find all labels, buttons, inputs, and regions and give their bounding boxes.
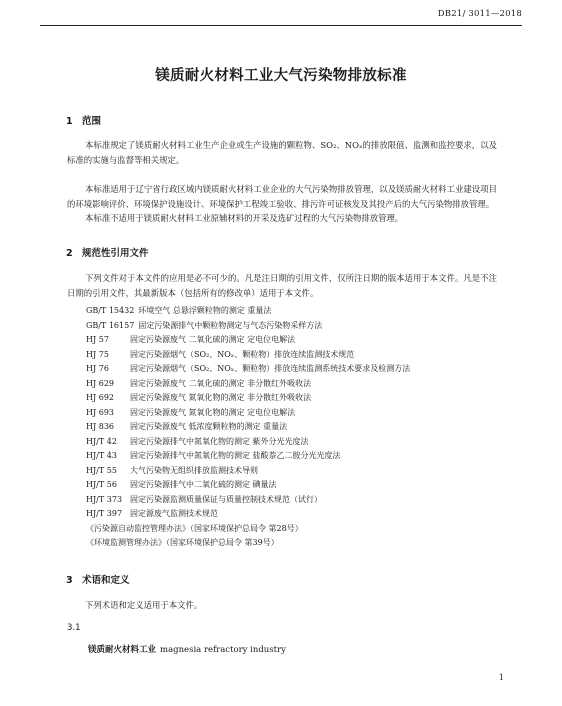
reference-list — [86, 304, 506, 551]
reference-item — [86, 522, 506, 537]
reference-title: 固定污染源排气中颗粒物测定与气态污染物采样方法 — [138, 320, 323, 330]
reference-item — [86, 464, 506, 479]
term-number: 3.1 — [67, 623, 81, 633]
reference-title: 固定污染源废气 氮氧化物的测定 非分散红外吸收法 — [130, 393, 312, 402]
scope-paragraph-1: 本标准规定了镁质耐火材料工业生产企业或生产设施的颗粒物、SO₂、NOₓ的排放限值、监测和监控要求，以及标准的实施与监督等相关规定。 — [67, 140, 497, 165]
section-heading-terms — [66, 572, 130, 586]
reference-code: HJ/T 43 — [86, 451, 117, 460]
reference-item — [86, 377, 506, 392]
reference-title: 固定污染源排气中氮氧化物的测定 紫外分光光度法 — [130, 436, 309, 446]
reference-item — [86, 391, 506, 406]
section-number: 3 — [66, 575, 73, 586]
reference-item — [86, 333, 506, 348]
document-code: DB21/ 3011—2018 — [437, 9, 522, 19]
term-english: magnesia refractory industry — [160, 645, 286, 655]
terms-intro: 下列术语和定义适用于本文件。 — [85, 600, 203, 610]
section-number: 1 — [66, 116, 73, 127]
page-number: 1 — [498, 673, 504, 682]
reference-title: 固定污染源烟气（SO₂、NOₓ、颗粒物）排放连续监测系统技术要求及检测方法 — [130, 364, 411, 373]
document-title: 镁质耐火材料工业大气污染物排放标准 — [155, 68, 407, 84]
reference-item — [86, 362, 506, 377]
reference-code: HJ 76 — [86, 364, 109, 373]
section-heading-scope — [66, 113, 101, 127]
reference-code: HJ 629 — [86, 378, 114, 388]
reference-code: HJ/T 56 — [86, 480, 117, 489]
reference-title: 固定源废气监测技术规范 — [130, 509, 218, 518]
reference-title: 固定污染源排气中二氧化硫的测定 碘量法 — [130, 480, 277, 489]
reference-code: HJ 693 — [86, 407, 114, 417]
header-rule — [40, 25, 522, 26]
reference-item — [86, 420, 506, 435]
section-title: 术语和定义 — [82, 575, 130, 586]
scope-paragraph-3: 本标准不适用于镁质耐火材料工业原辅材料的开采及选矿过程的大气污染物排放管理。 — [85, 213, 404, 223]
references-intro: 下列文件对于本文件的应用是必不可少的。凡是注日期的引用文件，仅所注日期的版本适用于本文件。凡是不注日期的引用文件，其最新版本（包括所有的修改单）适用于本文件。 — [67, 273, 497, 298]
reference-code: GB/T 16157 — [86, 320, 135, 330]
reference-title: 固定污染源废气 二氧化硫的测定 非分散红外吸收法 — [130, 378, 312, 388]
reference-item — [86, 406, 506, 421]
term-entry — [88, 643, 286, 655]
reference-code: HJ/T 397 — [86, 509, 123, 518]
reference-code: HJ 75 — [86, 349, 109, 359]
reference-title: 固定污染源烟气（SO₂、NOₓ、颗粒物）排放连续监测技术规范 — [130, 349, 355, 359]
reference-code: HJ 836 — [86, 422, 114, 431]
reference-title: 固定污染源监测质量保证与质量控制技术规范（试行） — [130, 494, 322, 504]
reference-title: 《环境监测管理办法》（国家环境保护总局令 第39号） — [86, 538, 279, 547]
reference-item — [86, 507, 506, 522]
reference-item — [86, 435, 506, 450]
reference-title: 大气污染物无组织排放监测技术导则 — [130, 465, 258, 475]
reference-item — [86, 493, 506, 508]
reference-item — [86, 348, 506, 363]
reference-title: 固定污染源废气 二氧化硫的测定 定电位电解法 — [130, 335, 296, 344]
scope-paragraph-2: 本标准适用于辽宁省行政区域内镁质耐火材料工业企业的大气污染物排放管理，以及镁质耐火材料工业建设项目的环境影响评价、环境保护设施设计、环境保护工程竣工验收、排污许可证核发及其投产后的大气污染物排放管理。 — [67, 184, 497, 209]
section-title: 规范性引用文件 — [82, 248, 149, 259]
reference-item — [86, 449, 506, 464]
reference-title: 固定污染源排气中氮氧化物的测定 盐酸萘乙二胺分光光度法 — [130, 451, 341, 460]
section-title: 范围 — [82, 116, 102, 127]
reference-title: 《污染源自动监控管理办法》（国家环境保护总局令 第28号） — [86, 523, 303, 533]
reference-item — [86, 319, 506, 334]
reference-title: 固定污染源废气 氮氧化物的测定 定电位电解法 — [130, 407, 296, 417]
section-heading-references — [66, 245, 149, 259]
reference-title: 固定污染源废气 低浓度颗粒物的测定 重量法 — [130, 422, 288, 431]
section-number: 2 — [66, 248, 73, 259]
reference-code: HJ/T 42 — [86, 436, 117, 446]
reference-code: GB/T 15432 — [86, 306, 135, 315]
reference-item — [86, 536, 506, 551]
reference-code: HJ/T 55 — [86, 465, 117, 475]
reference-code: HJ 57 — [86, 335, 109, 344]
term-chinese: 镁质耐火材料工业 — [88, 645, 157, 655]
reference-code: HJ/T 373 — [86, 494, 123, 504]
reference-code: HJ 692 — [86, 393, 114, 402]
reference-title: 环境空气 总悬浮颗粒物的测定 重量法 — [138, 306, 272, 315]
reference-item — [86, 478, 506, 493]
reference-item — [86, 304, 506, 319]
